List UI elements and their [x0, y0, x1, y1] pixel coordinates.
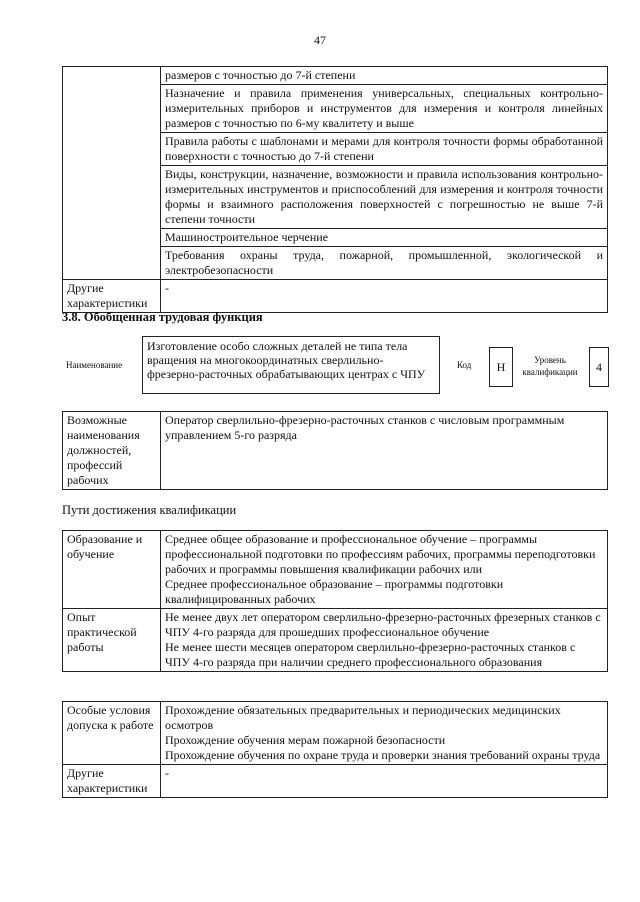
education-label: Образование и обучение	[63, 531, 161, 609]
section-heading: 3.8. Обобщенная трудовая функция	[62, 310, 263, 324]
table-row	[63, 765, 608, 798]
special-line: Прохождение обязательных предварительных и периодических медицинских осмотров	[165, 703, 561, 732]
positions-label: Возможные наименования должностей, профессий рабочих	[63, 412, 161, 490]
knowledge-item: Машиностроительное черчение	[161, 229, 608, 247]
table-row	[63, 280, 608, 313]
education-value	[161, 531, 608, 609]
table-row	[63, 412, 608, 490]
education-line: Среднее профессиональное образование – программы подготовки квалифицированных рабочих	[165, 577, 504, 606]
experience-line: Не менее двух лет оператором сверлильно-фрезерно-расточных фрезерных станков с ЧПУ 4-го разряда для прошедших профессиональное обучение	[165, 610, 601, 639]
function-name: Изготовление особо сложных деталей не типа тела вращения на многокоординатных сверлильно-фрезерно-расточных обрабатывающих центрах с ЧПУ	[142, 336, 440, 394]
special-value	[161, 702, 608, 765]
code-label: Код	[457, 360, 472, 370]
experience-label: Опыт практической работы	[63, 609, 161, 672]
paths-heading: Пути достижения квалификации	[62, 503, 237, 517]
special-label: Особые условия допуска к работе	[63, 702, 161, 765]
page-number: 47	[314, 33, 326, 47]
other-characteristics-label: Другие характеристики	[63, 765, 161, 798]
knowledge-item: Требования охраны труда, пожарной, промышленной, экологической и электробезопасности	[161, 247, 608, 280]
qualification-table	[62, 530, 608, 672]
knowledge-item: Назначение и правила применения универсальных, специальных контрольно-измерительных приборов и инструментов для измерения и контроля линейных размеров с точностью по 6-му квалитету и выше	[161, 85, 608, 133]
special-line: Прохождение обучения по охране труда и проверки знания требований охраны труда	[165, 748, 601, 762]
table-row	[63, 702, 608, 765]
knowledge-item: Правила работы с шаблонами и мерами для контроля точности формы обработанной поверхности с точностью до 7-й степени	[161, 133, 608, 166]
knowledge-item: размеров с точностью до 7-й степени	[161, 67, 608, 85]
positions-value: Оператор сверлильно-фрезерно-расточных станков с числовым программным управлением 5-го разряда	[161, 412, 608, 490]
special-line: Прохождение обучения мерам пожарной безопасности	[165, 733, 446, 747]
name-label: Наименование	[66, 360, 123, 370]
other-characteristics-value: -	[161, 765, 608, 798]
knowledge-table	[62, 66, 608, 313]
table-row	[63, 531, 608, 609]
positions-table	[62, 411, 608, 490]
empty-label-cell	[63, 67, 161, 280]
experience-line: Не менее шести месяцев оператором сверлильно-фрезерно-расточных станков с ЧПУ 4-го разряда при наличии среднего профессионального образования	[165, 640, 576, 669]
table-row	[63, 609, 608, 672]
education-line: Среднее общее образование и профессиональное обучение – программы профессиональной подготовки по профессиям рабочих, программы переподготовки рабочих и программы повышения квалификации рабочих или	[165, 532, 596, 576]
other-characteristics-value: -	[161, 280, 608, 313]
experience-value	[161, 609, 608, 672]
other-characteristics-label: Другие характеристики	[63, 280, 161, 313]
level-label: Уровень квалификации	[522, 355, 578, 377]
table-row	[63, 67, 608, 85]
level-value: 4	[589, 347, 609, 387]
code-value: H	[489, 347, 513, 387]
knowledge-item: Виды, конструкции, назначение, возможности и правила использования контрольно-измерительных инструментов и приспособлений для измерения и контроля точности формы и взаимного расположения поверхностей с погрешностью не выше 7-й степени точности	[161, 166, 608, 229]
conditions-table	[62, 701, 608, 798]
